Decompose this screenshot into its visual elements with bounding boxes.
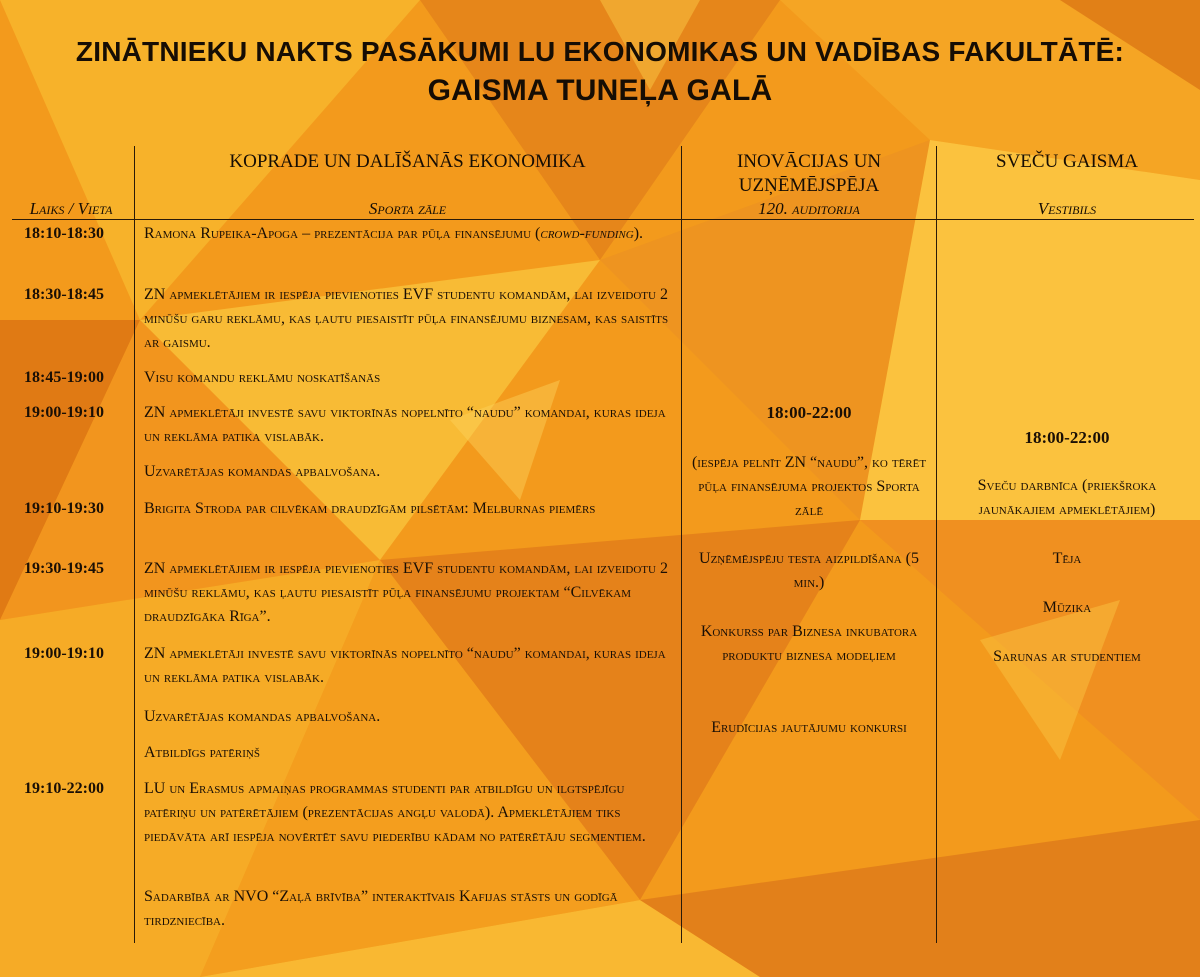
innovation-item: (iespēja pelnīt ZN “naudu”, ko tērēt pūļa finansējuma projektos Sporta zālē	[691, 454, 927, 519]
row-event: Ramona Rupeika-Apoga – prezentācija par pūļa finansējumu (crowd-funding).	[144, 225, 644, 242]
row-time: 19:10-22:00	[24, 780, 104, 797]
candle-item: Sveču darbnīca (priekšroka jaunākajiem apmeklētājiem)	[977, 477, 1157, 518]
column-header-coproduction: KOPRADE UN DALĪŠANĀS EKONOMIKA	[229, 151, 586, 172]
candle-item: Mūzika	[1042, 599, 1092, 616]
innovation-item: Uzņēmējspēju testa aizpildīšana (5 min.)	[699, 550, 919, 591]
page-title-line-2: GAISMA TUNEĻA GALĀ	[427, 74, 773, 107]
row-time: 19:00-19:10	[24, 404, 104, 421]
row-time: 19:00-19:10	[24, 645, 104, 662]
row-time: 18:30-18:45	[24, 286, 104, 303]
row-event: Visu komandu reklāmu noskatīšanās	[144, 369, 381, 386]
innovation-item: Erudīcijas jautājumu konkursi	[711, 719, 907, 736]
row-event: ZN apmeklētājiem ir iespēja pievienoties EVF studentu komandām, lai izveidotu 2 minūšu garu reklāmu, kas ļautu piesaistīt pūļa finansējumu biznesam, kas saistīts ar gaismu.	[144, 286, 669, 351]
candle-time: 18:00-22:00	[1024, 428, 1110, 447]
row-event: ZN apmeklētāji investē savu viktorīnās nopelnīto “naudu” komandai, kuras ideja un reklāma patika vislabāk.	[144, 404, 666, 445]
place-auditorium: 120. auditorija	[758, 199, 860, 218]
candle-item: Tēja	[1052, 550, 1082, 567]
row-event: ZN apmeklētājiem ir iespēja pievienoties EVF studentu komandām, lai izveidotu 2 minūšu reklāmu, kas ļautu piesaistīt pūļa finansējumu projektam “Cilvēkam draudzīgāka Rīga”.	[144, 560, 668, 625]
column-header-innovation: INOVĀCIJAS UN UZŅĒMĒJSPĒJA	[736, 151, 882, 196]
row-time: 19:30-19:45	[24, 560, 104, 577]
row-event: LU un Erasmus apmaiņas programmas studenti par atbildīgu un ilgtspējīgu patēriņu un patērētājiem (prezentācijas angļu valodā). Apmeklētājiem tiks piedāvāta arī iespēja novērtēt savu piederību kādam no patērētāju segmentiem.	[144, 780, 646, 845]
row-event: Brigita Stroda par cilvēkam draudzīgām pilsētām: Melburnas piemērs	[144, 500, 596, 517]
table-divider-2	[681, 146, 682, 943]
column-header-candlelight: SVEČU GAISMA	[996, 151, 1138, 172]
row-event: Atbildīgs patēriņš	[144, 744, 260, 761]
innovation-time: 18:00-22:00	[766, 403, 852, 422]
row-event: Uzvarētājas komandas apbalvošana.	[144, 463, 381, 480]
page-title-line-1: ZINĀTNIEKU NAKTS PASĀKUMI LU EKONOMIKAS UN VADĪBAS FAKULTĀTĒ:	[75, 36, 1125, 67]
candle-item: Sarunas ar studentiem	[993, 648, 1141, 665]
row-event: Sadarbībā ar NVO “Zaļā brīvība” interaktīvais Kafijas stāsts un godīgā tirdzniecība.	[144, 888, 618, 929]
table-divider-1	[134, 146, 135, 943]
row-event: ZN apmeklētāji investē savu viktorīnās nopelnīto “naudu” komandai, kuras ideja un reklāma patika vislabāk.	[144, 645, 666, 686]
innovation-item: Konkurss par Biznesa inkubatora produktu biznesa modeļiem	[700, 623, 918, 664]
row-time: 19:10-19:30	[24, 500, 104, 517]
header-underline	[12, 219, 1194, 220]
row-event: Uzvarētājas komandas apbalvošana.	[144, 708, 381, 725]
row-time: 18:45-19:00	[24, 369, 104, 386]
time-place-label: Laiks / Vieta	[29, 199, 113, 218]
table-divider-3	[936, 146, 937, 943]
place-sports-hall: Sporta zāle	[368, 199, 447, 218]
place-vestibule: Vestibils	[1037, 199, 1097, 218]
row-time: 18:10-18:30	[24, 225, 104, 242]
